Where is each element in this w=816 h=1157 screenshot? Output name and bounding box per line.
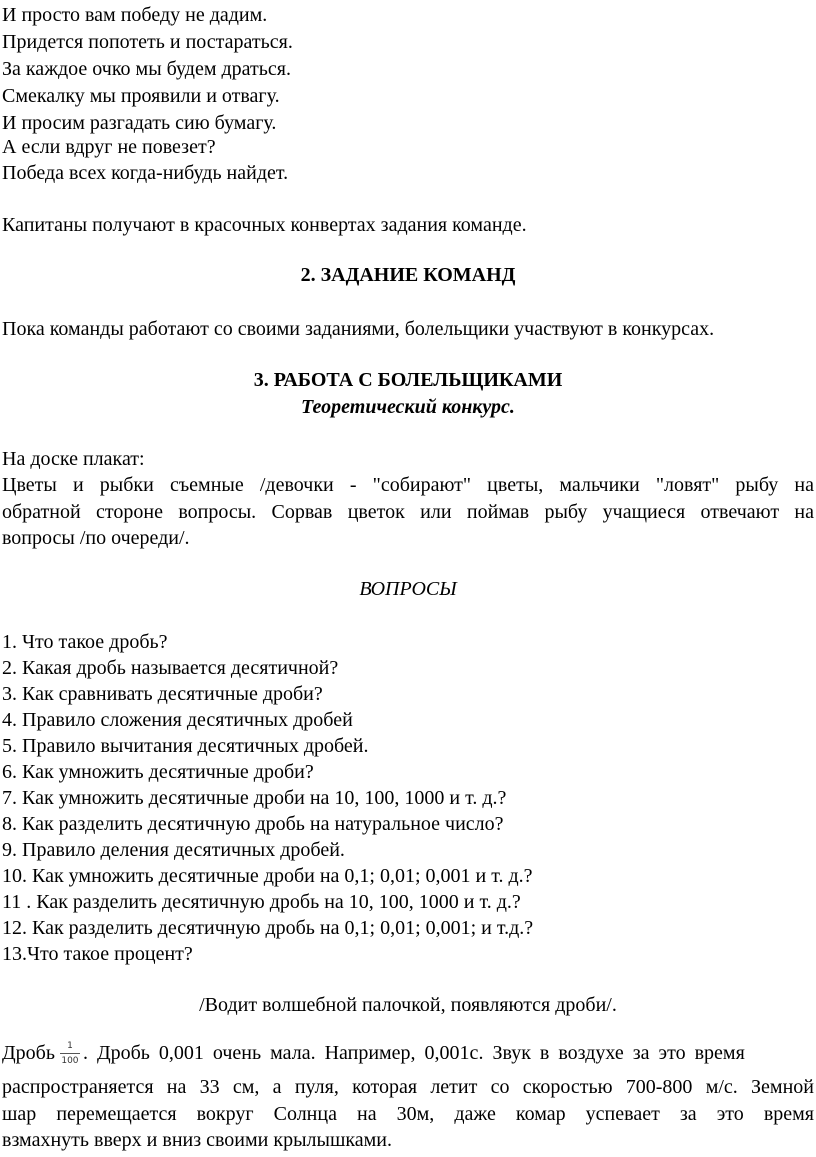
section-3-heading: 3. РАБОТА С БОЛЕЛЬЩИКАМИ (253, 369, 563, 391)
poster-line: обратной стороне вопросы. Сорвав цветок или поймав рыбу учащиеся отвечают на (2, 501, 814, 523)
poem-line: Придется попотеть и постараться. (2, 31, 293, 53)
question-item: 12. Как разделить десятичную дробь на 0,1; 0,01; 0,001; и т.д.? (2, 917, 534, 939)
closing-line-2: распространяется на 33 см, а пуля, которая летит со скоростью 700-800 м/с. Земной (2, 1076, 814, 1098)
closing-line-1-rest: . Дробь 0,001 очень мала. Например, 0,001с. Звук в воздухе за это время (82, 1042, 745, 1064)
questions-title: ВОПРОСЫ (359, 578, 457, 600)
question-item: 8. Как разделить десятичную дробь на натуральное число? (2, 813, 504, 835)
question-item: 3. Как сравнивать десятичные дроби? (2, 683, 323, 705)
fraction-numerator: 1 (67, 1041, 73, 1052)
poster-intro: На доске плакат: (2, 448, 145, 470)
question-item: 9. Правило деления десятичных дробей. (2, 839, 345, 861)
question-item: 10. Как умножить десятичные дроби на 0,1; 0,01; 0,001 и т. д.? (2, 865, 533, 887)
closing-line-1 (2, 1038, 814, 1069)
section-2-heading: 2. ЗАДАНИЕ КОМАНД (300, 264, 516, 286)
closing-line-3: шар перемещается вокруг Солнца на 30м, даже комар успевает за это время (2, 1103, 814, 1125)
question-item: 6. Как умножить десятичные дроби? (2, 761, 314, 783)
question-item: 13.Что такое процент? (2, 943, 193, 965)
poem-line: Смекалку мы проявили и отвагу. (2, 85, 280, 107)
closing-word: Дробь (2, 1042, 55, 1064)
section-3-subheading: Теоретический конкурс. (301, 396, 515, 418)
closing-line-4: взмахнуть вверх и вниз своими крылышками. (2, 1129, 392, 1151)
question-item: 5. Правило вычитания десятичных дробей. (2, 735, 369, 757)
fraction-image (59, 1039, 81, 1069)
poem-line: И просим разгадать сию бумагу. (2, 112, 277, 134)
poem-line: За каждое очко мы будем драться. (2, 58, 291, 80)
poster-line: Цветы и рыбки съемные /девочки - "собирают" цветы, мальчики "ловят" рыбу на (2, 474, 814, 496)
question-item: 4. Правило сложения десятичных дробей (2, 709, 353, 731)
section-2-text: Пока команды работают со своими заданиями, болельщики участвуют в конкурсах. (2, 318, 715, 340)
poem-line: Победа всех когда-нибудь найдет. (2, 162, 289, 184)
fraction-denominator: 100 (61, 1056, 79, 1067)
poem-line: А если вдруг не повезет? (2, 136, 216, 158)
wand-note: /Водит волшебной палочкой, появляются дроби/. (199, 994, 617, 1016)
question-item: 11 . Как разделить десятичную дробь на 10, 100, 1000 и т. д.? (2, 891, 521, 913)
fraction-bar (60, 1053, 80, 1054)
question-item: 2. Какая дробь называется десятичной? (2, 657, 339, 679)
captains-note: Капитаны получают в красочных конвертах задания команде. (2, 214, 527, 236)
question-item: 7. Как умножить десятичные дроби на 10, 100, 1000 и т. д.? (2, 787, 507, 809)
poem-line: И просто вам победу не дадим. (2, 4, 268, 26)
poster-line: вопросы /по очереди/. (2, 527, 190, 549)
question-item: 1. Что такое дробь? (2, 631, 168, 653)
